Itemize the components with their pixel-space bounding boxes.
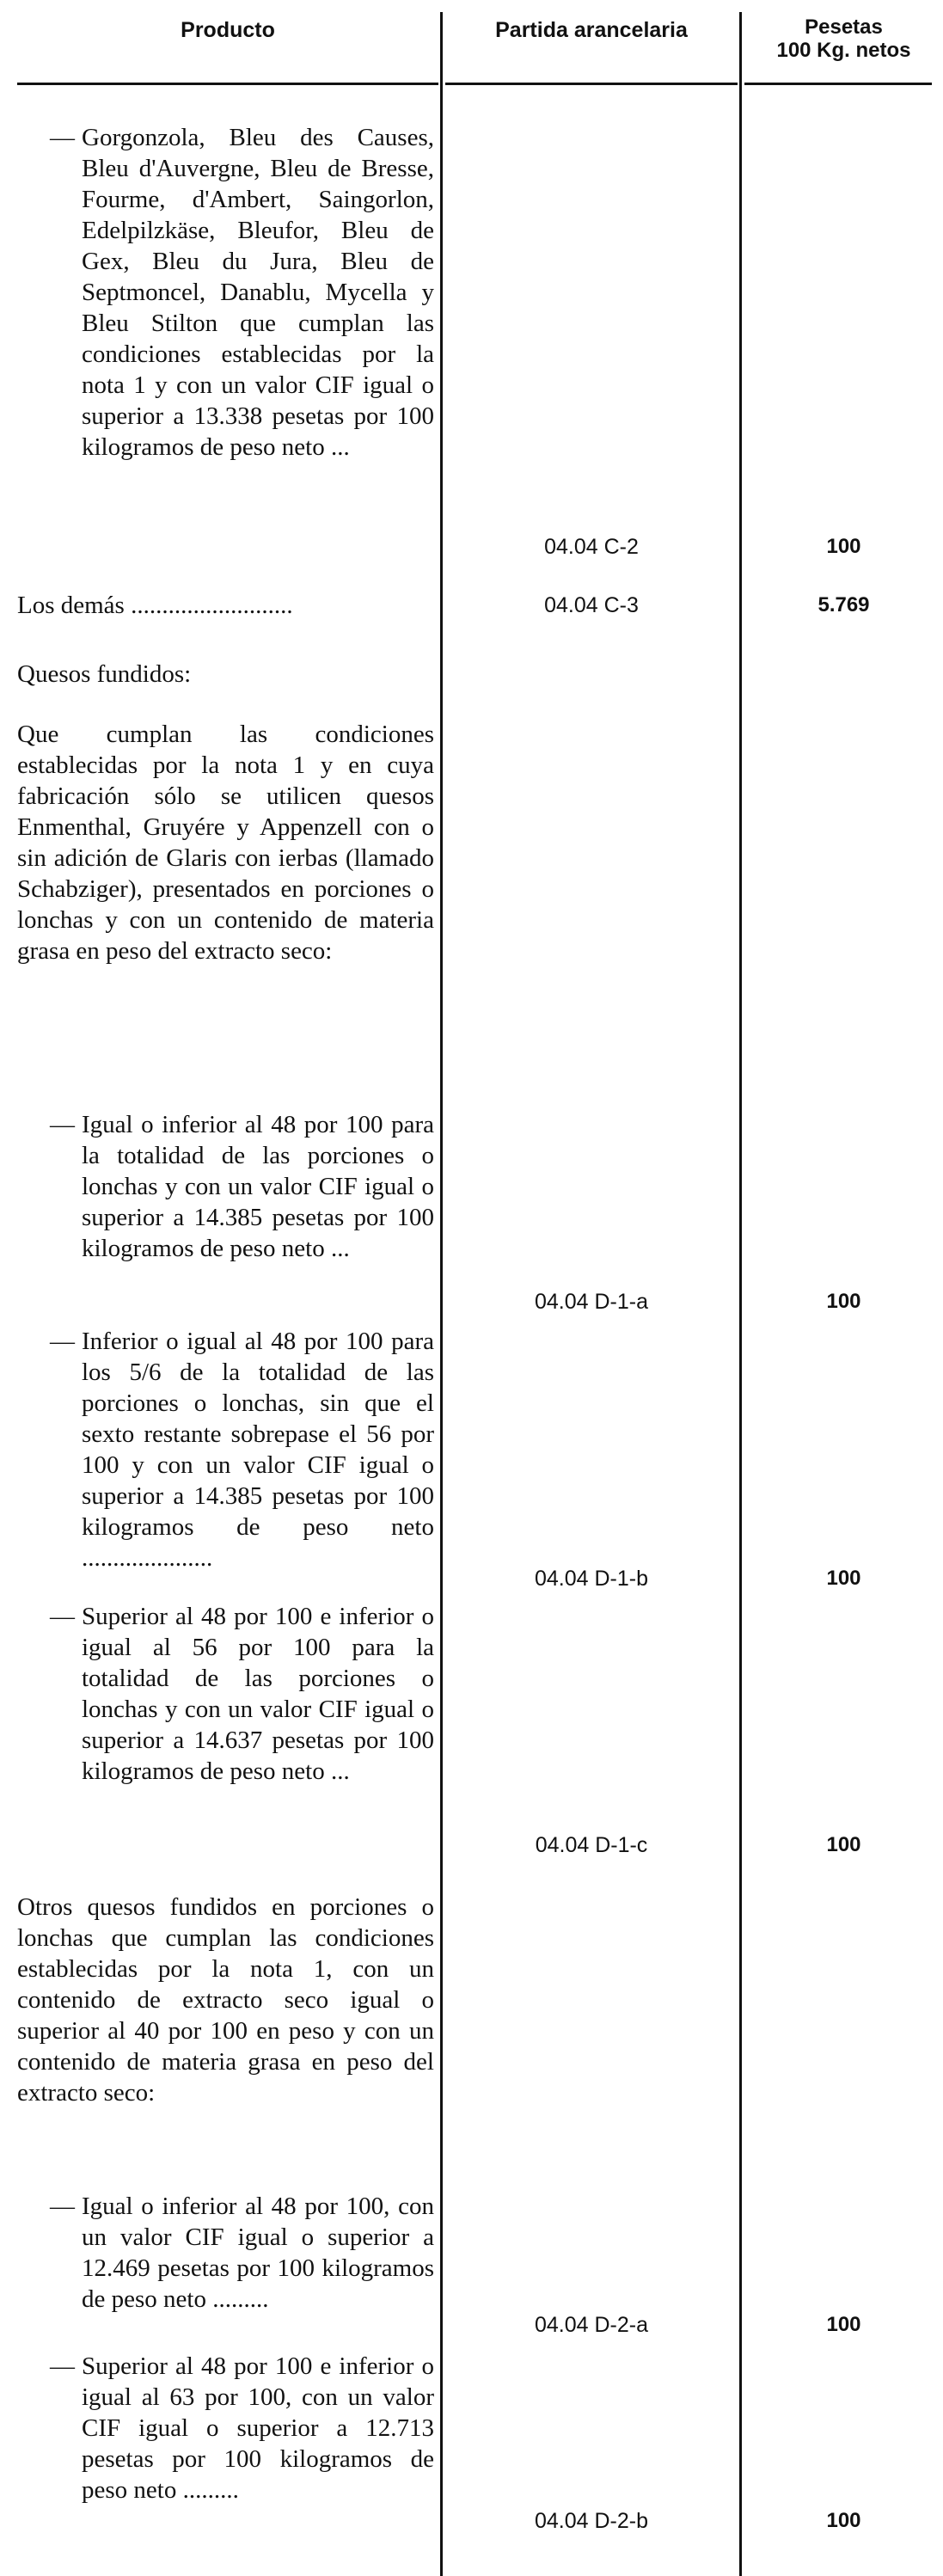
row-partida-code: 04.04 D-2-a (534, 2313, 649, 2337)
row-product-text: Gorgonzola, Bleu des Causes, Bleu d'Auvergne, Bleu de Bresse, Fourme, d'Ambert, Saingorlon, Edelpilzkäse, Bleufor, Bleu de Gex, Bleu du Jura, Bleu de Septmoncel, Danablu, Mycella y Bleu Stilton que cumplan las condiciones establecidas por la nota 1 y con un valor CIF igual o superior a 13.338 pesetas por 100 kilogramos de peso neto ... (82, 124, 434, 461)
column-divider-2 (739, 12, 742, 2576)
column-divider-1 (440, 12, 443, 2576)
row-partida-code: 04.04 C-2 (544, 535, 639, 559)
row-pesetas-value: 5.769 (817, 593, 870, 616)
header-underline-producto (17, 83, 438, 85)
row-dash: — (50, 2193, 75, 2220)
row-pesetas-value: 100 (826, 535, 861, 558)
section-heading: Quesos fundidos: (17, 660, 192, 688)
header-underline-pesetas (744, 83, 932, 85)
row-dash: — (50, 2352, 75, 2380)
row-pesetas-value: 100 (826, 1290, 861, 1313)
row-product-text: Inferior o igual al 48 por 100 para los 5/6 de la totalidad de las porciones o lonchas, sin que el sexto restante sobrepase el 56 por 100 y con un valor CIF igual o superior a 14.385 pesetas por 100 kilogramos de peso neto ..................... (82, 1328, 434, 1572)
row-dash: — (50, 1603, 75, 1630)
header-pesetas-line2: 100 Kg. netos (776, 39, 911, 62)
header-producto: Producto (181, 18, 275, 42)
row-partida-code: 04.04 D-1-b (534, 1567, 649, 1591)
row-partida-code: 04.04 C-3 (544, 593, 639, 617)
row-partida-code: 04.04 D-2-b (534, 2509, 649, 2533)
header-partida-arancelaria: Partida arancelaria (495, 18, 688, 42)
row-pesetas-value: 100 (826, 1567, 861, 1590)
row-pesetas-value: 100 (826, 2509, 861, 2532)
row-dash: — (50, 1328, 75, 1355)
row-product-text: Igual o inferior al 48 por 100, con un valor CIF igual o superior a 12.469 pesetas por 100 kilogramos de peso neto ......... (82, 2193, 434, 2313)
row-dash: — (50, 124, 75, 151)
row-product-text: Que cumplan las condiciones establecidas por la nota 1 y en cuya fabricación sólo se utilicen quesos Enmenthal, Gruyére y Appenzell con o sin adición de Glaris con ierbas (llamado Schabziger), presentados en porciones o lonchas y con un contenido de materia grasa en peso del extracto seco: (17, 721, 434, 965)
row-product-text: Otros quesos fundidos en porciones o lonchas que cumplan las condiciones establecidas por la nota 1, con un contenido de extracto seco igual o superior al 40 por 100 en peso y con un contenido de materia grasa en peso del extracto seco: (17, 1893, 434, 2107)
row-product-text: Superior al 48 por 100 e inferior o igual al 63 por 100, con un valor CIF igual o superior a 12.713 pesetas por 100 kilogramos de peso neto ......... (82, 2352, 434, 2504)
row-partida-code: 04.04 D-1-c (535, 1833, 648, 1857)
row-pesetas-value: 100 (826, 1833, 861, 1856)
row-pesetas-value: 100 (826, 2313, 861, 2336)
row-product-text: Superior al 48 por 100 e inferior o igual al 56 por 100 para la totalidad de las porciones o lonchas y con un valor CIF igual o superior a 14.637 pesetas por 100 kilogramos de peso neto ... (82, 1603, 434, 1785)
row-dash: — (50, 1111, 75, 1138)
row-partida-code: 04.04 D-1-a (534, 1290, 649, 1314)
header-underline-partida (445, 83, 738, 85)
row-product-text: Los demás .......................... (17, 592, 293, 619)
row-product-text: Igual o inferior al 48 por 100 para la totalidad de las porciones o lonchas y con un valor CIF igual o superior a 14.385 pesetas por 100 kilogramos de peso neto ... (82, 1111, 434, 1262)
header-pesetas-line1: Pesetas (805, 15, 883, 39)
